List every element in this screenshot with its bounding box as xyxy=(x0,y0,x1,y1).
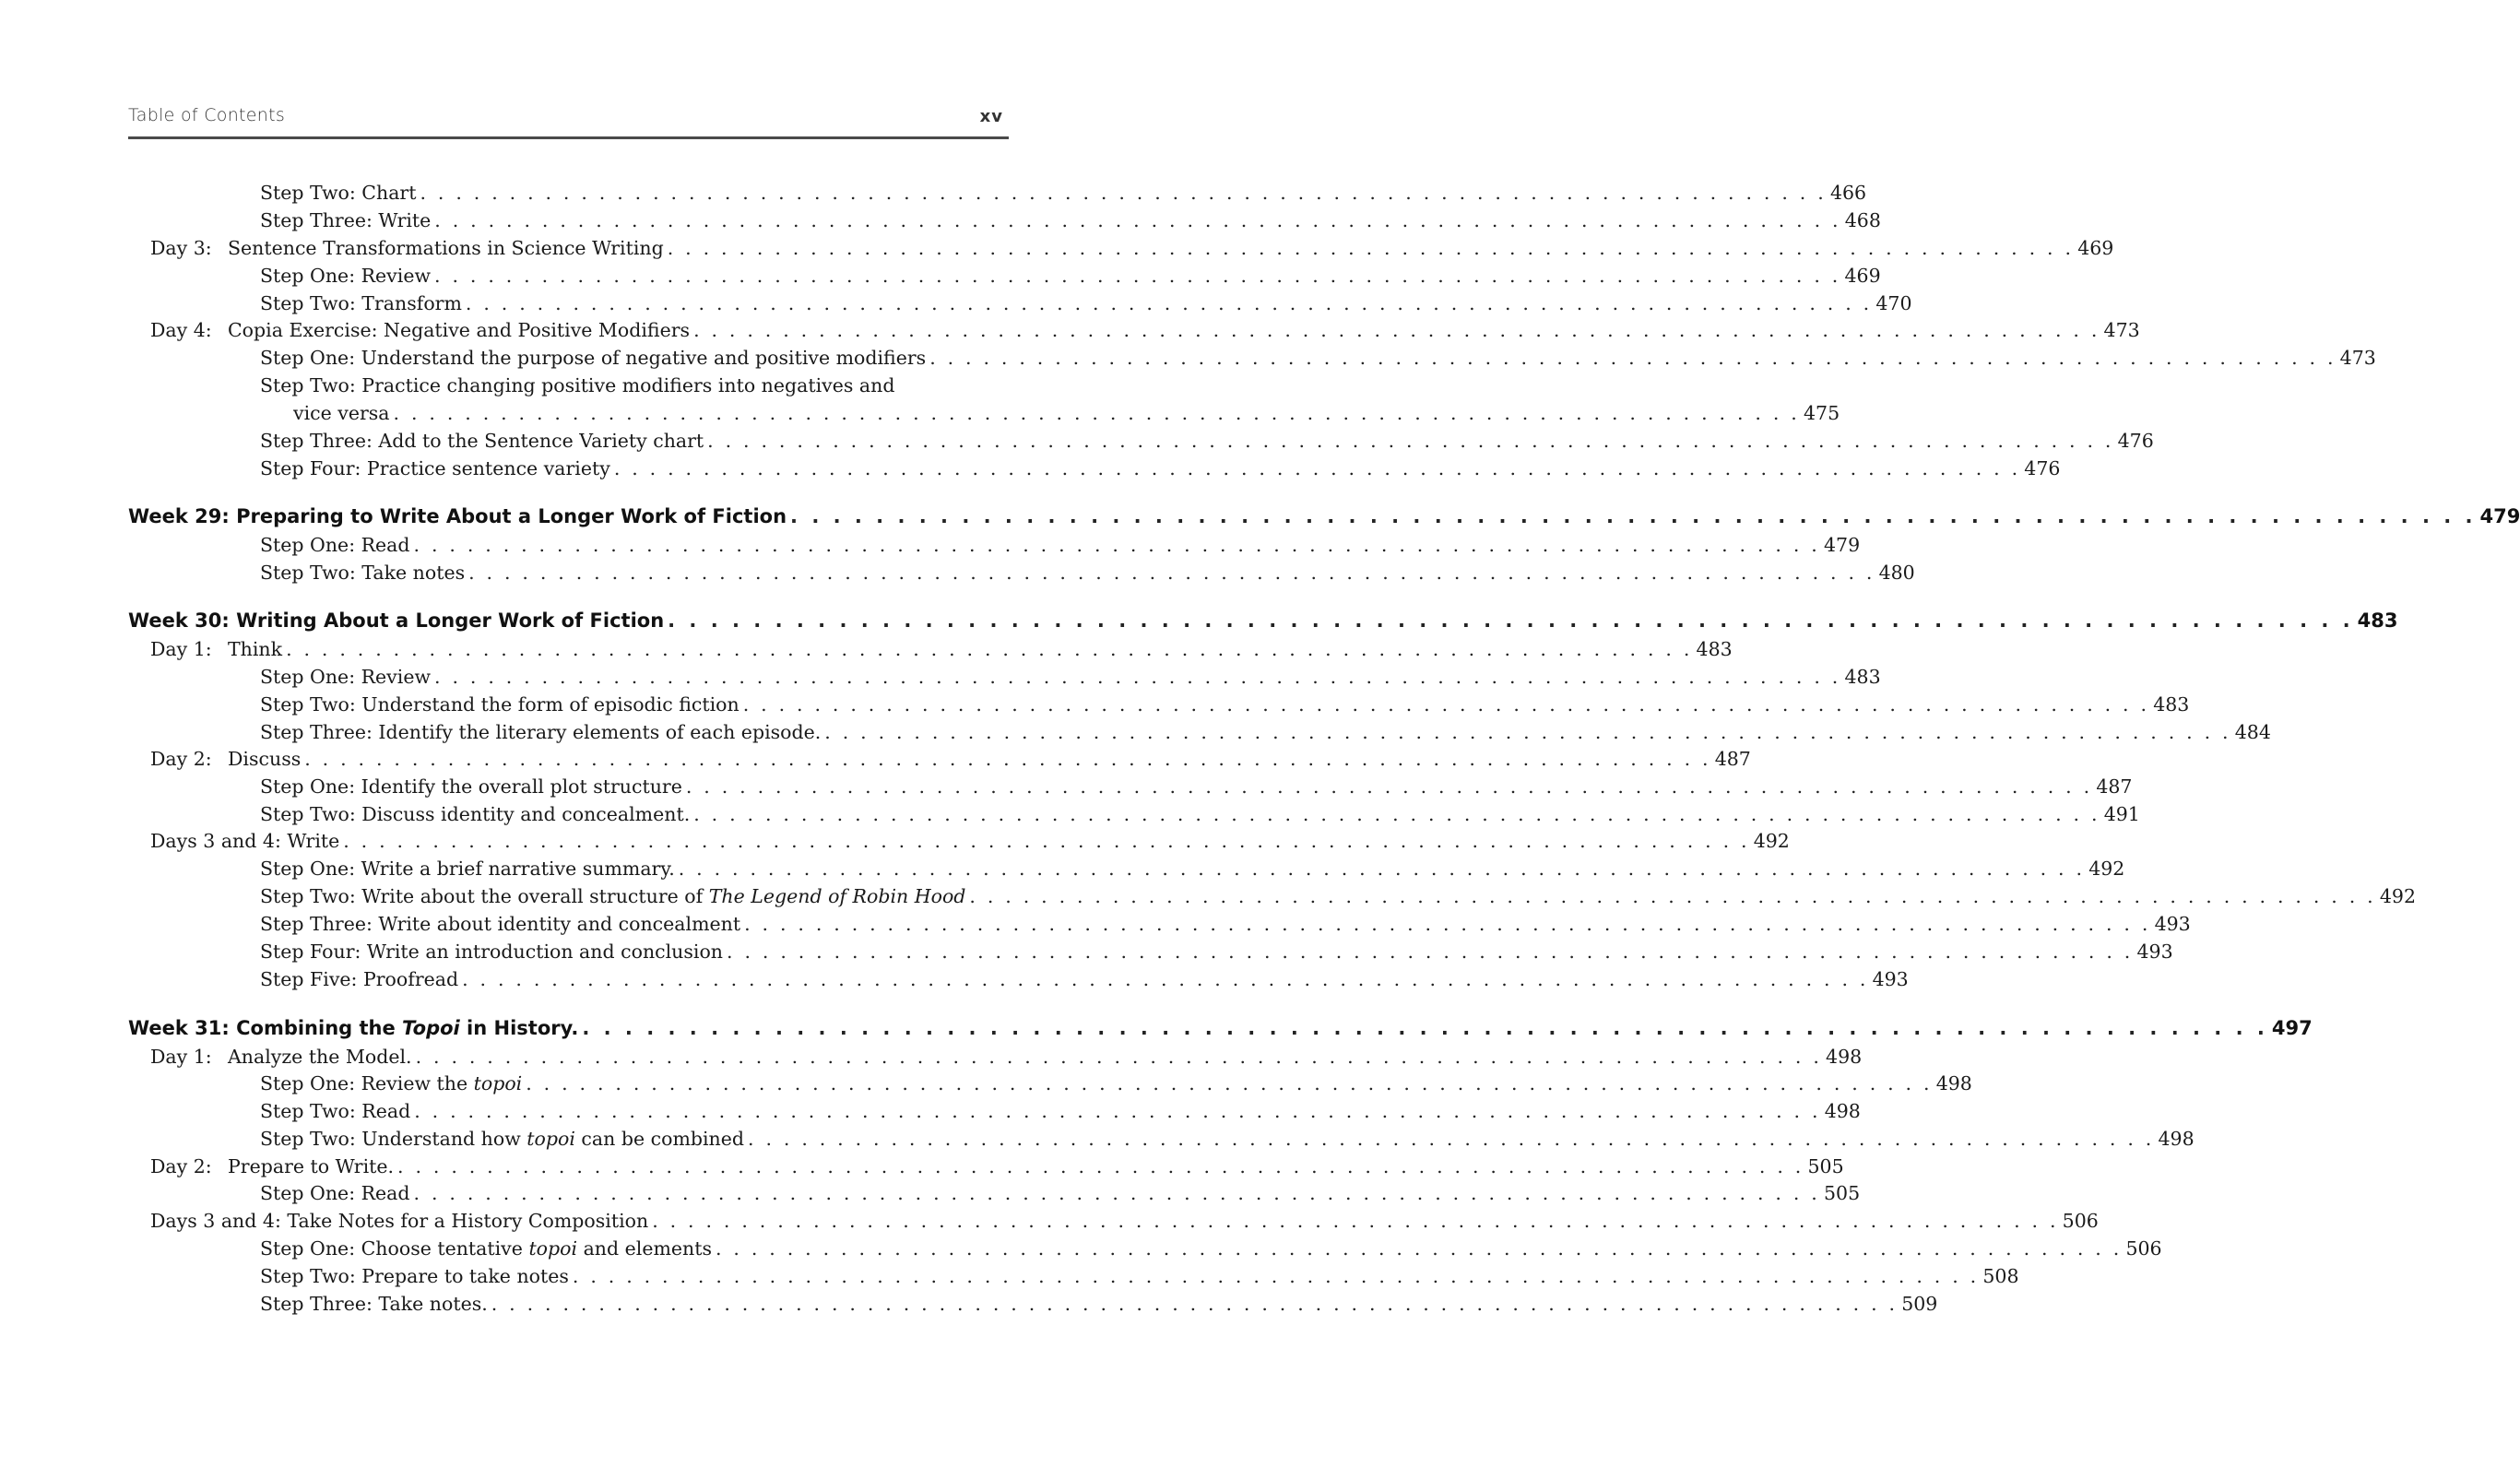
toc-step-entry xyxy=(0,803,2140,831)
toc-step-entry xyxy=(0,292,1912,320)
toc-entry-title: Step One: Read xyxy=(260,1182,410,1204)
toc-step-entry xyxy=(0,913,2191,941)
toc-entry-row xyxy=(150,237,2114,259)
toc-page-number: 469 xyxy=(1844,265,1881,287)
toc-dot-leader: . . . . . . . . . . . . . . . . . . . . . . . . . . . . . . . . . . . . . . . . . . . . . . . . . . . . . . . . . . . . . . . . . . . . . . . . . . . . . . . xyxy=(413,534,1820,556)
toc-page-number: 498 xyxy=(2158,1128,2195,1150)
toc-entry-title: Step Two: Practice changing positive modifiers into negatives and xyxy=(260,374,895,396)
toc-day-label: Day 2: xyxy=(150,748,212,770)
toc-entry-title: Step Two: Prepare to take notes xyxy=(260,1265,569,1287)
toc-step-entry xyxy=(0,721,2271,749)
toc-entry-row xyxy=(260,968,1909,990)
toc-step-entry xyxy=(0,1237,2162,1265)
toc-entry-title: Step Two: Take notes xyxy=(260,562,466,584)
toc-entry-row xyxy=(150,638,1733,660)
toc-entry-title: Step One: Identify the overall plot structure xyxy=(260,775,682,798)
toc-dot-leader: . . . . . . . . . . . . . . . . . . . . . . . . . . . . . . . . . . . . . . . . . . . . . . . . . . . . . . . . . . . . . . . . . . . . . . . . . . . . . . . xyxy=(824,721,2231,743)
toc-page-number: 483 xyxy=(1696,638,1733,660)
toc-page-number: 509 xyxy=(1901,1293,1938,1315)
toc-entry-row xyxy=(260,666,1881,688)
toc-entry-row xyxy=(260,1128,2195,1150)
toc-entry-title: Day 1: Think xyxy=(150,638,283,660)
toc-entry-title: Step Three: Take notes. xyxy=(260,1293,488,1315)
toc-entry-row xyxy=(260,430,2154,452)
toc-page-number: 493 xyxy=(1872,968,1909,990)
toc-dot-leader: . . . . . . . . . . . . . . . . . . . . . . . . . . . . . . . . . . . . . . . . . . . . . . . . . . . . . . . . . . . . . . . . . . . . . . . . . . . . . . . xyxy=(613,457,2021,479)
toc-dot-leader: . . . . . . . . . . . . . . . . . . . . . . . . . . . . . . . . . . . . . . . . . . . . . . . . . . . . . . . . . . . . . . . . . . . . . . . . . . . . . . . xyxy=(462,968,1869,990)
toc-step-entry xyxy=(0,374,1138,402)
toc-entry-row xyxy=(260,1100,1861,1122)
toc-step-entry xyxy=(0,1100,1861,1128)
toc-page-number: 483 xyxy=(2153,693,2190,716)
toc-entry-row xyxy=(150,1155,1844,1177)
toc-page-number: 506 xyxy=(2125,1237,2162,1260)
toc-dot-leader: . . . . . . . . . . . . . . . . . . . . . . . . . . . . . . . . . . . . . . . . . . . . . . . . . . . . . . . . . . . . . . . . . . . . . . . . . . . . . . . xyxy=(652,1210,2059,1232)
toc-day-entry xyxy=(0,830,1790,858)
running-header xyxy=(128,105,1009,139)
toc-entry-title: Day 3: Sentence Transformations in Science Writing xyxy=(150,237,664,259)
toc-day-entry xyxy=(0,748,1751,775)
toc-entry-title: Step One: Read xyxy=(260,534,410,556)
toc-day-label: Day 2: xyxy=(150,1155,212,1177)
toc-dot-leader: . . . . . . . . . . . . . . . . . . . . . . . . . . . . . . . . . . . . . . . . . . . . . . . . . . . . . . . . . . . . . . . . . . . . . . . . . . . . . . . xyxy=(693,803,2100,825)
toc-week-entry xyxy=(0,609,2398,637)
toc-day-entry xyxy=(0,638,1733,666)
toc-dot-leader: . . . . . . . . . . . . . . . . . . . . . . . . . . . . . . . . . . . . . . . . . . . . . . . . . . . . . . . . . . . . . . . . . . . . . . . . . . . . . . . xyxy=(572,1265,1980,1287)
toc-dot-leader: . . . . . . . . . . . . . . . . . . . . . . . . . . . . . . . . . . . . . . . . . . . . . . . . . . . . . . . . . . . . . . . . . . . . . . . . . . . . . . . xyxy=(413,1182,1820,1204)
toc-entry-row xyxy=(260,457,2061,479)
toc-step-entry xyxy=(0,858,2125,885)
toc-entry-row xyxy=(128,1017,2313,1039)
toc-entry-row xyxy=(128,505,2520,527)
toc-page-number: 473 xyxy=(2103,319,2140,341)
toc-step-entry xyxy=(0,265,1881,292)
toc-day-entry xyxy=(0,1210,2099,1237)
toc-step-entry xyxy=(0,562,1915,589)
toc-dot-leader: . . . . . . . . . . . . . . . . . . . . . . . . . . . . . . . . . . . . . . . . . . . . . . . . . . . . . . . . . . . . . . . . . . . . . . . . . . . . . . . xyxy=(526,1072,1933,1094)
toc-dot-leader: . . . . . . . . . . . . . . . . . . . . . . . . . . . . . . . . . . . . . . . . . . . . . . . . . . . . . . . . . . . . . . . . . . . . . . . . . . . . . . . xyxy=(668,609,2354,632)
toc-entry-title: Step Two: Read xyxy=(260,1100,411,1122)
toc-dot-leader: . . . . . . . . . . . . . . . . . . . . . . . . . . . . . . . . . . . . . . . . . . . . . . . . . . . . . . . . . . . . . . . . . . . . . . . . . . . . . . . xyxy=(491,1293,1899,1315)
toc-entry-title: Step Three: Write about identity and concealment xyxy=(260,913,741,935)
toc-step-entry xyxy=(0,1182,1861,1210)
toc-entry-row xyxy=(150,1210,2099,1232)
toc-dot-leader: . . . . . . . . . . . . . . . . . . . . . . . . . . . . . . . . . . . . . . . . . . . . . . . . . . . . . . . . . . . . . . . . . . . . . . . . . . . . . . . xyxy=(707,430,2114,452)
toc-dot-leader: . . . . . . . . . . . . . . . . . . . . . . . . . . . . . . . . . . . . . . . . . . . . . . . . . . . . . . . . . . . . . . . . . . . . . . . . . . . . . . . xyxy=(434,265,1841,287)
toc-entry-title: Week 30: Writing About a Longer Work of Fiction xyxy=(128,609,665,632)
toc-step-entry xyxy=(0,457,2061,485)
toc-entry-title: Week 31: Combining the Topoi in History. xyxy=(128,1017,579,1039)
toc-page-number: 487 xyxy=(1714,748,1751,770)
toc-dot-leader: . . . . . . . . . . . . . . . . . . . . . . . . . . . . . . . . . . . . . . . . . . . . . . . . . . . . . . . . . . . . . . . . . . . . . . . . . . . . . . . xyxy=(434,666,1841,688)
toc-entry-title: Day 1: Analyze the Model. xyxy=(150,1046,412,1068)
toc-step-entry xyxy=(0,402,1840,430)
toc-dot-leader: . . . . . . . . . . . . . . . . . . . . . . . . . . . . . . . . . . . . . . . . . . . . . . . . . . . . . . . . . . . . . . . . . . . . . . . . . . . . . . . xyxy=(969,885,2376,907)
toc-entry-row xyxy=(260,803,2140,825)
toc-dot-leader: . . . . . . . . . . . . . . . . . . . . . . . . . . . . . . . . . . . . . . . . . . . . . . . . . . . . . . . . . . . . . . . . . . . . . . . . . . . . . . . xyxy=(414,1100,1821,1122)
toc-entry-row xyxy=(260,374,1004,396)
toc-day-label: Day 1: xyxy=(150,638,212,660)
toc-page-number: 483 xyxy=(2357,609,2398,632)
toc-page-number: 469 xyxy=(2077,237,2114,259)
toc-week-entry xyxy=(0,505,2520,533)
toc-page-number: 498 xyxy=(1826,1046,1863,1068)
toc-entry-title: Step Two: Write about the overall structure of The Legend of Robin Hood xyxy=(260,885,966,907)
header-title: Table of Contents xyxy=(128,105,286,125)
toc-dot-leader: . . . . . . . . . . . . . . . . . . . . . . . . . . . . . . . . . . . . . . . . . . . . . . . . . . . . . . . . . . . . . . . . . . . . . . . . . . . . . . . xyxy=(685,775,2093,798)
toc-day-entry xyxy=(0,319,2140,347)
toc-entry-title: Step Four: Write an introduction and conclusion xyxy=(260,941,724,963)
toc-entry-title: Step Three: Add to the Sentence Variety chart xyxy=(260,430,704,452)
toc-dot-leader: . . . . . . . . . . . . . . . . . . . . . . . . . . . . . . . . . . . . . . . . . . . . . . . . . . . . . . . . . . . . . . . . . . . . . . . . . . . . . . . xyxy=(468,562,1875,584)
toc-page-number: 483 xyxy=(1844,666,1881,688)
toc-dot-leader: . . . . . . . . . . . . . . . . . . . . . . . . . . . . . . . . . . . . . . . . . . . . . . . . . . . . . . . . . . . . . . . . . . . . . . . . . . . . . . . xyxy=(286,638,1693,660)
toc-entry-title: Step One: Understand the purpose of negative and positive modifiers xyxy=(260,347,927,369)
toc-entry-row xyxy=(260,913,2191,935)
toc-entry-title: Step One: Write a brief narrative summary. xyxy=(260,858,675,880)
toc-entry-title: Step Five: Proofread xyxy=(260,968,459,990)
toc-entry-title: Week 29: Preparing to Write About a Longer Work of Fiction xyxy=(128,505,787,527)
toc-step-entry xyxy=(0,885,2417,913)
toc-entry-title: Step Two: Understand the form of episodic fiction xyxy=(260,693,739,716)
toc-page-number: 476 xyxy=(2117,430,2154,452)
toc-step-entry xyxy=(0,1265,2019,1293)
toc-entry-title: Day 4: Copia Exercise: Negative and Positive Modifiers xyxy=(150,319,691,341)
toc-page-number: 475 xyxy=(1804,402,1840,424)
toc-page-number: 506 xyxy=(2062,1210,2099,1232)
toc-step-entry xyxy=(0,693,2190,721)
toc-page-number: 492 xyxy=(1753,830,1790,852)
toc-dot-leader: . . . . . . . . . . . . . . . . . . . . . . . . . . . . . . . . . . . . . . . . . . . . . . . . . . . . . . . . . . . . . . . . . . . . . . . . . . . . . . . xyxy=(415,1046,1823,1068)
toc-page-number: 493 xyxy=(2136,941,2173,963)
toc-entry-row xyxy=(150,1046,1863,1068)
toc-entry-title: vice versa xyxy=(293,402,390,424)
toc-week-entry xyxy=(0,1017,2313,1045)
toc-entry-title: Day 2: Discuss xyxy=(150,748,302,770)
toc-page-number: 476 xyxy=(2024,457,2061,479)
toc-dot-leader: . . . . . . . . . . . . . . . . . . . . . . . . . . . . . . . . . . . . . . . . . . . . . . . . . . . . . . . . . . . . . . . . . . . . . . . . . . . . . . . xyxy=(343,830,1750,852)
toc-page-number: 493 xyxy=(2154,913,2191,935)
toc-step-entry xyxy=(0,941,2173,968)
toc-step-entry xyxy=(0,1293,1938,1320)
toc-entry-title: Days 3 and 4: Take Notes for a History Composition xyxy=(150,1210,649,1232)
toc-entry-row xyxy=(260,721,2271,743)
toc-entry-title: Step Three: Write xyxy=(260,209,432,231)
toc-entry-title: Step One: Review xyxy=(260,265,432,287)
toc-day-entry xyxy=(0,1155,1844,1183)
toc-entry-row xyxy=(260,1265,2019,1287)
toc-dot-leader: . . . . . . . . . . . . . . . . . . . . . . . . . . . . . . . . . . . . . . . . . . . . . . . . . . . . . . . . . . . . . . . . . . . . . . . . . . . . . . . xyxy=(667,237,2075,259)
toc-entry-title: Step Three: Identify the literary elements of each episode. xyxy=(260,721,822,743)
toc-entry-row xyxy=(260,885,2417,907)
toc-entry-row xyxy=(260,1293,1938,1315)
toc-entry-title: Day 2: Prepare to Write. xyxy=(150,1155,395,1177)
toc-page-number: 492 xyxy=(2088,858,2125,880)
toc-page-number: 479 xyxy=(2479,505,2520,527)
toc-page-number: 479 xyxy=(1824,534,1861,556)
toc-dot-leader: . . . . . . . . . . . . . . . . . . . . . . . . . . . . . . . . . . . . . . . . . . . . . . . . . . . . . . . . . . . . . . . . . . . . . . . . . . . . . . . xyxy=(304,748,1711,770)
toc-page-number: 492 xyxy=(2379,885,2417,907)
toc-entry-row xyxy=(260,265,1881,287)
toc-entry-row xyxy=(260,1237,2162,1260)
toc-step-entry xyxy=(0,775,2133,803)
toc-page-number: 466 xyxy=(1829,182,1867,204)
toc-entry-row xyxy=(260,347,2376,369)
toc-page-number: 505 xyxy=(1807,1155,1844,1177)
toc-day-label: Day 3: xyxy=(150,237,212,259)
toc-dot-leader: . . . . . . . . . . . . . . . . . . . . . . . . . . . . . . . . . . . . . . . . . . . . . . . . . . . . . . . . . . . . . . . . . . . . . . . . . . . . . . . xyxy=(434,209,1841,231)
toc-page-number: 498 xyxy=(1935,1072,1972,1094)
toc-page-number: 508 xyxy=(1982,1265,2019,1287)
toc-entry-row xyxy=(150,748,1751,770)
toc-entry-row xyxy=(260,858,2125,880)
toc-dot-leader: . . . . . . . . . . . . . . . . . . . . . . . . . . . . . . . . . . . . . . . . . . . . . . . . . . . . . . . . . . . . . . . . . . . . . . . . . . . . . . . xyxy=(393,402,1800,424)
toc-entry-row xyxy=(260,941,2173,963)
toc-entry-row xyxy=(260,1182,1861,1204)
toc-entry-title: Step Two: Discuss identity and concealment. xyxy=(260,803,691,825)
toc-dot-leader: . . . . . . . . . . . . . . . . . . . . . . . . . . . . . . . . . . . . . . . . . . . . . . . . . . . . . . . . . . . . . . . . . . . . . . . . . . . . . . . xyxy=(465,292,1873,314)
toc-entry-title: Step One: Review the topoi xyxy=(260,1072,523,1094)
toc-day-entry xyxy=(0,1046,1863,1073)
toc-step-entry xyxy=(0,1128,2195,1155)
toc-dot-leader: . . . . . . . . . . . . . . . . . . . . . . . . . . . . . . . . . . . . . . . . . . . . . . . . . . . . . . . . . . . . . . . . . . . . . . . . . . . . . . . xyxy=(397,1155,1804,1177)
toc-entry-title: Step One: Review xyxy=(260,666,432,688)
toc-entry-row xyxy=(150,319,2140,341)
toc-step-entry xyxy=(0,534,1861,562)
toc-step-entry xyxy=(0,209,1881,237)
toc-dot-leader: . . . . . . . . . . . . . . . . . . . . . . . . . . . . . . . . . . . . . . . . . . . . . . . . . . . . . . . . . . . . . . . . . . . . . . . . . . . . . . . xyxy=(715,1237,2123,1260)
toc-entry-row xyxy=(260,693,2190,716)
toc-step-entry xyxy=(0,1072,1972,1100)
toc-dot-leader: . . . . . . . . . . . . . . . . . . . . . . . . . . . . . . . . . . . . . . . . . . . . . . . . . . . . . . . . . . . . . . . . . . . . . . . . . . . . . . . xyxy=(582,1017,2268,1039)
toc-entry-row xyxy=(128,609,2398,632)
toc-page-number: 468 xyxy=(1844,209,1881,231)
header-page-number: xv xyxy=(979,107,1003,126)
toc-page-number: 487 xyxy=(2096,775,2133,798)
toc-step-entry xyxy=(0,968,1909,996)
toc-page-number: 491 xyxy=(2103,803,2140,825)
toc-day-label: Day 1: xyxy=(150,1046,212,1068)
toc-dot-leader: . . . . . . . . . . . . . . . . . . . . . . . . . . . . . . . . . . . . . . . . . . . . . . . . . . . . . . . . . . . . . . . . . . . . . . . . . . . . . . . xyxy=(929,347,2337,369)
toc-dot-leader: . . . . . . . . . . . . . . . . . . . . . . . . . . . . . . . . . . . . . . . . . . . . . . . . . . . . . . . . . . . . . . . . . . . . . . . . . . . . . . . xyxy=(744,913,2151,935)
toc-dot-leader: . . . . . . . . . . . . . . . . . . . . . . . . . . . . . . . . . . . . . . . . . . . . . . . . . . . . . . . . . . . . . . . . . . . . . . . . . . . . . . . xyxy=(727,941,2134,963)
toc-entry-row xyxy=(260,534,1861,556)
toc-entry-row xyxy=(260,562,1915,584)
toc-entry-row xyxy=(260,1072,1972,1094)
toc-dot-leader: . . . . . . . . . . . . . . . . . . . . . . . . . . . . . . . . . . . . . . . . . . . . . . . . . . . . . . . . . . . . . . . . . . . . . . . . . . . . . . . xyxy=(790,505,2477,527)
toc-step-entry xyxy=(0,430,2154,457)
toc-entry-title: Step Two: Understand how topoi can be combined xyxy=(260,1128,745,1150)
toc-page-number: 473 xyxy=(2339,347,2376,369)
toc-page-number: 505 xyxy=(1824,1182,1861,1204)
toc-day-label: Day 4: xyxy=(150,319,212,341)
toc-entry-row xyxy=(293,402,1840,424)
toc-page-number: 498 xyxy=(1824,1100,1861,1122)
toc-dot-leader: . . . . . . . . . . . . . . . . . . . . . . . . . . . . . . . . . . . . . . . . . . . . . . . . . . . . . . . . . . . . . . . . . . . . . . . . . . . . . . . xyxy=(693,319,2100,341)
toc-dot-leader: . . . . . . . . . . . . . . . . . . . . . . . . . . . . . . . . . . . . . . . . . . . . . . . . . . . . . . . . . . . . . . . . . . . . . . . . . . . . . . . xyxy=(678,858,2086,880)
toc-entry-row xyxy=(260,775,2133,798)
toc-step-entry xyxy=(0,347,2376,374)
toc-entry-row xyxy=(260,209,1881,231)
toc-dot-leader: . . . . . . . . . . . . . . . . . . . . . . . . . . . . . . . . . . . . . . . . . . . . . . . . . . . . . . . . . . . . . . . . . . . . . . . . . . . . . . . xyxy=(742,693,2150,716)
toc-page-number: 480 xyxy=(1878,562,1915,584)
toc-entry-title: Step Four: Practice sentence variety xyxy=(260,457,610,479)
toc-step-entry xyxy=(0,666,1881,693)
toc-entry-row xyxy=(260,182,1867,204)
toc-dot-leader: . . . . . . . . . . . . . . . . . . . . . . . . . . . . . . . . . . . . . . . . . . . . . . . . . . . . . . . . . . . . . . . . . . . . . . . . . . . . . . . xyxy=(748,1128,2155,1150)
toc-dot-leader: . . . . . . . . . . . . . . . . . . . . . . . . . . . . . . . . . . . . . . . . . . . . . . . . . . . . . . . . . . . . . . . . . . . . . . . . . . . . . . . xyxy=(420,182,1827,204)
toc-entry-title: Step Two: Transform xyxy=(260,292,462,314)
toc-page-number: 497 xyxy=(2271,1017,2313,1039)
toc-page-number: 470 xyxy=(1875,292,1912,314)
toc-entry-title: Step One: Choose tentative topoi and elements xyxy=(260,1237,712,1260)
toc-entry-title: Days 3 and 4: Write xyxy=(150,830,340,852)
toc-entry-title: Step Two: Chart xyxy=(260,182,417,204)
toc-entry-row xyxy=(150,830,1790,852)
toc-day-entry xyxy=(0,237,2114,265)
toc-entry-row xyxy=(260,292,1912,314)
toc-step-entry xyxy=(0,182,1867,209)
toc-page-number: 484 xyxy=(2234,721,2271,743)
